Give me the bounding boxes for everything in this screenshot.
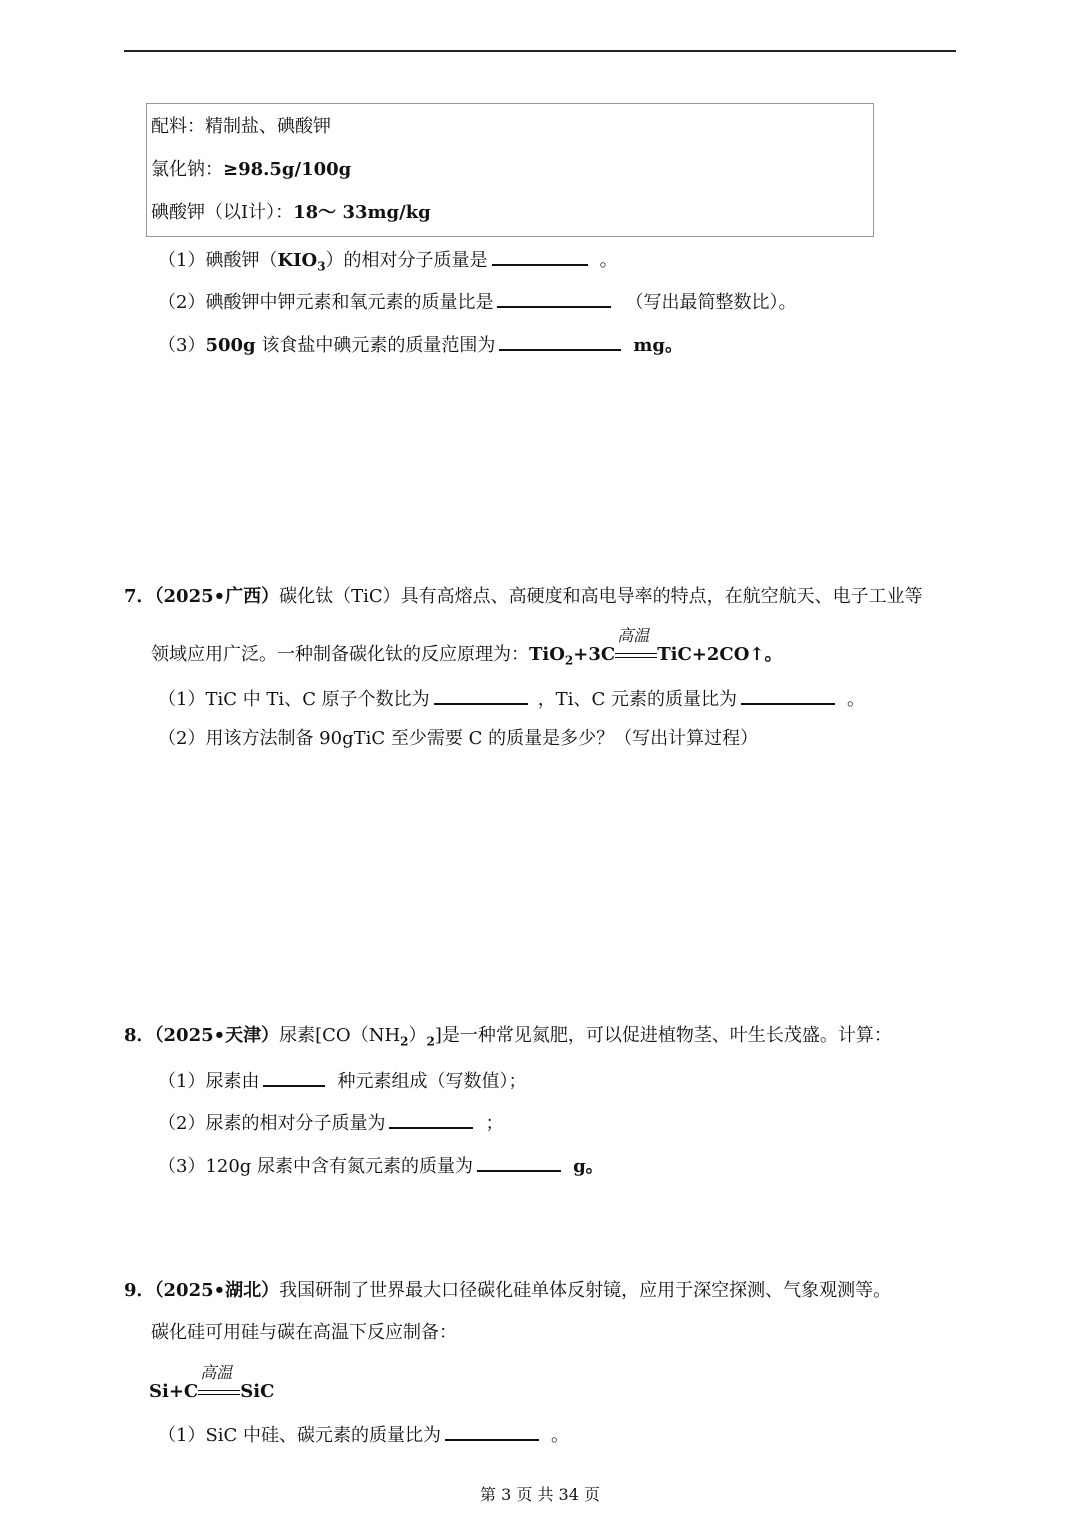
q7-sub2: （2）用该方法制备 90gTiC 至少需要 C 的质量是多少？（写出计算过程） xyxy=(158,728,759,749)
q8-stem: 8．（2025•天津）尿素$[CO(NH_2)_2]$是一种常见氮肥，可以促进植物茎、叶生长茂盛。计算： xyxy=(124,1025,892,1049)
q7-blank1[interactable] xyxy=(434,685,528,705)
q8-sub1: （1）尿素由 种元素组成（写数值）； xyxy=(158,1067,526,1094)
q7-sub1: （1）TiC 中 Ti、C 原子个数比为 ，Ti、C 元素的质量比为 。 xyxy=(158,685,865,712)
box-ingredients: 配料：精制盐、碘酸钾 xyxy=(151,116,331,137)
q9-equation: Si+C 高温 SiC xyxy=(149,1363,275,1402)
q8-blank1[interactable] xyxy=(263,1067,325,1087)
q6-sub2: （2）碘酸钾中钾元素和氧元素的质量比是 （写出最简整数比）。 xyxy=(158,288,796,315)
q6-blank2[interactable] xyxy=(497,288,611,308)
q9-sub1: （1）SiC 中硅、碳元素的质量比为 。 xyxy=(158,1421,569,1448)
q9-blank1[interactable] xyxy=(445,1421,539,1441)
q8-sub3: （3）120g 尿素中含有氮元素的质量为 g。 xyxy=(158,1152,604,1179)
q7-reaction-sign: 高温 xyxy=(615,646,657,664)
q7-stem-line2: 领域应用广泛。一种制备碳化钛的反应原理为：TiO$_2$+3C 高温 TiC+2CO↑。 xyxy=(151,626,783,668)
header-rule xyxy=(124,50,956,52)
page-footer: 第 3 页 共 34 页 xyxy=(480,1485,600,1504)
box-potassium-iodate: 碘酸钾（以Ⅰ计）：18～ 33mg/kg xyxy=(151,202,431,223)
q6-blank1[interactable] xyxy=(492,246,588,266)
q8-sub2: （2）尿素的相对分子质量为 ； xyxy=(158,1109,503,1136)
q8-blank2[interactable] xyxy=(389,1109,473,1129)
q6-sub1: （1）碘酸钾$(KIO_3)$的相对分子质量是 。 xyxy=(158,246,618,273)
q8-blank3[interactable] xyxy=(477,1152,561,1172)
box-sodium-chloride: 氯化钠：≥98.5g/100g xyxy=(151,159,352,180)
q7-blank2[interactable] xyxy=(741,685,835,705)
q6-sub3: （3）500g 该食盐中碘元素的质量范围为 mg。 xyxy=(158,331,683,358)
q9-stem-line2: 碳化硅可用硅与碳在高温下反应制备： xyxy=(151,1322,457,1343)
q7-stem-line1: 7．（2025•广西）碳化钛（TiC）具有高熔点、高硬度和高电导率的特点，在航空航天、电子工业等 xyxy=(124,586,923,607)
q9-reaction-sign: 高温 xyxy=(198,1383,240,1401)
q9-stem-line1: 9．（2025•湖北）我国研制了世界最大口径碳化硅单体反射镜，应用于深空探测、气象观测等。 xyxy=(124,1280,892,1301)
q6-blank3[interactable] xyxy=(499,331,621,351)
